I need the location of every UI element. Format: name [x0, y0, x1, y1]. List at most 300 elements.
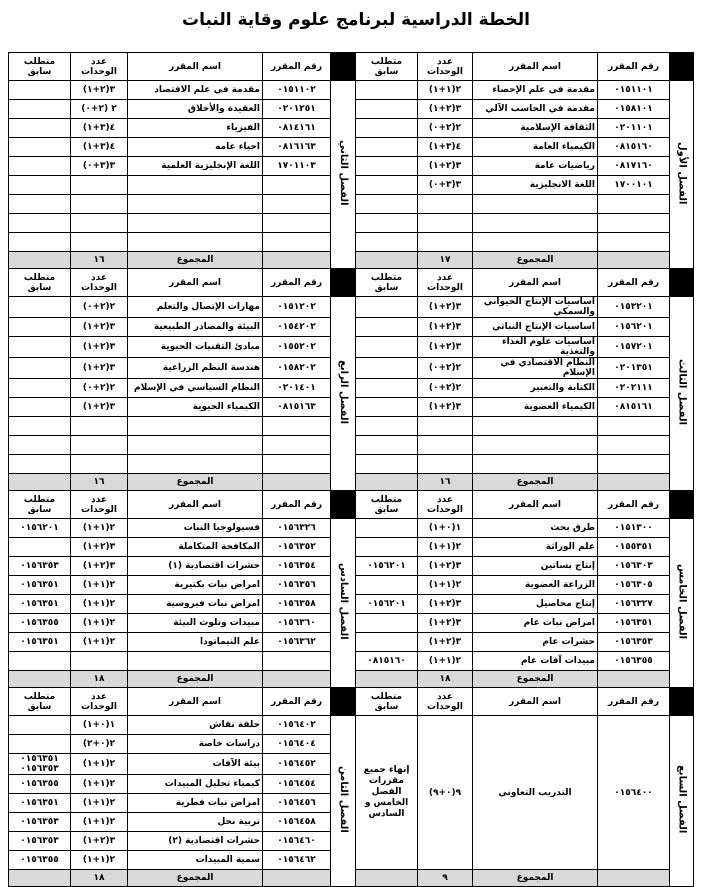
units-cell — [418, 233, 473, 252]
prereq-cell — [356, 436, 418, 455]
header-course-name: اسم المقرر — [128, 53, 263, 81]
total-label: المجموع — [128, 870, 263, 887]
course-no-cell — [598, 455, 670, 474]
course-name-cell: امراض نبات فطرية — [128, 794, 263, 813]
course-name-cell: العقيدة والأخلاق — [128, 100, 263, 119]
course-name-cell: المكافحة المتكاملة — [128, 538, 263, 557]
course-no-cell — [263, 455, 331, 474]
course-name-cell: بيئة الآفات — [128, 754, 263, 775]
header-course-no: رقم المقرر — [598, 491, 670, 519]
units-cell: ٢(٢+٠) — [71, 297, 128, 318]
course-no-cell: ٠٢٠٢١١١ — [598, 379, 670, 398]
prereq-cell — [356, 455, 418, 474]
course-no-cell — [263, 214, 331, 233]
prereq-cell — [9, 195, 71, 214]
course-name-cell: الكيمياء الحيوية — [128, 398, 263, 417]
course-name-cell: النظام الاقتصادي في الإسلام — [473, 358, 598, 379]
units-cell: ٤(٣+١) — [418, 138, 473, 157]
prereq-cell — [9, 214, 71, 233]
units-cell — [418, 455, 473, 474]
course-name-cell — [128, 195, 263, 214]
course-no-cell: ٠١٥٦٣٥٥ — [598, 652, 670, 671]
units-cell — [71, 176, 128, 195]
prereq-cell — [356, 233, 418, 252]
prereq-cell: ٠١٥٦٢٠١ — [9, 519, 71, 538]
semester-header-cell — [331, 269, 356, 297]
prereq-cell: ٠١٥٦٣٥٥ — [9, 614, 71, 633]
units-cell: ١(٠+١) — [418, 519, 473, 538]
course-no-cell: ٠١٥٦٣٥٨ — [263, 595, 331, 614]
total-label: المجموع — [473, 252, 598, 269]
total-label: المجموع — [128, 252, 263, 269]
units-cell: ٤(٣+١) — [71, 138, 128, 157]
units-cell: ١(٠+١) — [71, 716, 128, 735]
total-value: ٩ — [418, 870, 473, 887]
semester-label-right — [670, 519, 694, 688]
header-prereq: متطلب سابق — [356, 688, 418, 716]
course-name-cell: علم الوراثة — [473, 538, 598, 557]
course-name-cell — [473, 195, 598, 214]
course-name-cell: طرق بحث — [473, 519, 598, 538]
semester-name: الفصل الخامس — [676, 563, 688, 640]
prereq-cell — [356, 214, 418, 233]
total-value: ١٦ — [71, 474, 128, 491]
course-no-cell: ٠١٥٦٣٢٧ — [598, 595, 670, 614]
units-cell: ٣(٢+١) — [71, 398, 128, 417]
course-name-cell — [128, 417, 263, 436]
course-name-cell — [128, 436, 263, 455]
semester-label-right — [670, 716, 694, 887]
table-row — [9, 519, 694, 538]
course-name-cell: هندسة النظم الزراعية — [128, 358, 263, 379]
header-row — [9, 269, 694, 297]
course-no-cell: ٠١٥٦٤٦٠ — [263, 832, 331, 851]
prereq-cell: ٠١٥٦٣٥٣ — [9, 813, 71, 832]
header-prereq: متطلب سابق — [9, 491, 71, 519]
course-no-cell: ٠١٥٦٣٥٢ — [263, 538, 331, 557]
units-cell: ٣(٢+١) — [71, 337, 128, 358]
prereq-cell — [9, 297, 71, 318]
prereq-cell — [9, 417, 71, 436]
units-cell — [418, 436, 473, 455]
total-value: ١٨ — [71, 870, 128, 887]
prereq-cell — [356, 337, 418, 358]
header-course-name: اسم المقرر — [128, 269, 263, 297]
prereq-cell — [356, 81, 418, 100]
course-no-cell: ٠٨١٥١٦١ — [598, 398, 670, 417]
course-name-cell: امراض نبات بكتيرية — [128, 576, 263, 595]
total-label: المجموع — [473, 474, 598, 491]
header-units: عدد الوحدات — [71, 53, 128, 81]
prereq-cell — [9, 652, 71, 671]
course-name-cell: النظام السياسي في الإسلام — [128, 379, 263, 398]
course-no-cell: ٠١٥٦٣٦٢ — [263, 633, 331, 652]
semester-label-left — [331, 519, 356, 688]
prereq-cell — [356, 176, 418, 195]
course-no-cell: ٠١٥٦٢٠١ — [598, 318, 670, 337]
total-blank — [356, 474, 418, 491]
total-blank — [263, 671, 331, 688]
units-cell: ٣(٢+١) — [418, 100, 473, 119]
semester-name: الفصل الثاني — [338, 140, 349, 206]
units-cell — [71, 233, 128, 252]
units-cell: ٢(١+١) — [71, 754, 128, 775]
total-blank — [263, 474, 331, 491]
page-title: الخطة الدراسية لبرنامج علوم وقاية النبات — [182, 10, 530, 30]
prereq-cell — [9, 455, 71, 474]
total-value: ١٦ — [418, 474, 473, 491]
total-blank — [9, 671, 71, 688]
course-no-cell: ٠٢٠١٢٥١ — [263, 100, 331, 119]
semester-label-left — [331, 81, 356, 269]
prereq-cell — [356, 398, 418, 417]
prereq-cell — [9, 735, 71, 754]
units-cell: ٣(٢+١) — [418, 557, 473, 576]
header-course-no: رقم المقرر — [598, 688, 670, 716]
course-name-cell — [128, 652, 263, 671]
prereq-cell — [9, 318, 71, 337]
units-cell: ٣(٢+١) — [418, 614, 473, 633]
course-name-cell: مبادئ التقنيات الحيوية — [128, 337, 263, 358]
prereq-cell: ٠١٥٦٣٥١ — [9, 576, 71, 595]
course-no-cell: ٠١٥١٢٠٢ — [263, 297, 331, 318]
units-cell: ٢ (٢+٠) — [71, 100, 128, 119]
units-cell — [71, 652, 128, 671]
course-name-cell — [128, 233, 263, 252]
semester-header-cell — [331, 491, 356, 519]
course-name-cell — [473, 214, 598, 233]
prereq-cell — [9, 119, 71, 138]
prereq-cell — [9, 233, 71, 252]
prereq-cell — [356, 318, 418, 337]
total-blank — [263, 252, 331, 269]
course-no-cell: ٠١٥٦٣٥١ — [598, 614, 670, 633]
header-row — [9, 53, 694, 81]
header-prereq: متطلب سابق — [9, 53, 71, 81]
prereq-cell — [356, 119, 418, 138]
header-course-name: اسم المقرر — [473, 53, 598, 81]
course-name-cell: البيئة والمصادر الطبيعية — [128, 318, 263, 337]
course-no-cell — [263, 176, 331, 195]
course-no-cell: ٠١٥١١٠٢ — [263, 81, 331, 100]
units-cell: ٢(١+١) — [418, 538, 473, 557]
units-cell: ٢(١+١) — [71, 794, 128, 813]
course-no-cell: ٠١٥٦٤٦٢ — [263, 851, 331, 870]
course-name-cell: التدريب التعاوني — [473, 716, 598, 870]
total-blank — [9, 474, 71, 491]
total-blank — [9, 252, 71, 269]
header-course-no: رقم المقرر — [263, 491, 331, 519]
units-cell: ٣(٢+١) — [418, 157, 473, 176]
units-cell: ٢(٢+٠) — [71, 379, 128, 398]
course-name-cell: الثقافة الإسلامية — [473, 119, 598, 138]
course-no-cell: ٠١٥٦٤٥٢ — [263, 754, 331, 775]
header-units: عدد الوحدات — [71, 491, 128, 519]
course-no-cell — [263, 417, 331, 436]
prereq-cell: ٠١٥٦٢٠١ — [356, 557, 418, 576]
course-no-cell: ٠٨١٤١٦١ — [263, 119, 331, 138]
course-name-cell — [473, 417, 598, 436]
course-no-cell — [263, 652, 331, 671]
course-name-cell: اساسيات علوم الغذاء والتغذية — [473, 337, 598, 358]
total-blank — [356, 252, 418, 269]
units-cell: ٢(٢+٠) — [418, 119, 473, 138]
course-name-cell: سمية المبيدات — [128, 851, 263, 870]
course-no-cell: ٠١٥٥٣٥١ — [598, 538, 670, 557]
semester-name: الفصل الثامن — [338, 766, 349, 833]
prereq-cell — [9, 538, 71, 557]
units-cell: ٢(١+١) — [71, 813, 128, 832]
header-course-no: رقم المقرر — [598, 53, 670, 81]
course-no-cell: ٠١٥٦٣٠٥ — [598, 576, 670, 595]
prereq-cell — [356, 358, 418, 379]
units-cell — [418, 417, 473, 436]
prereq-note: إنهاء جميع مقررات الفصل الخامس و السادس — [363, 765, 410, 819]
course-name-cell: الفيزياء — [128, 119, 263, 138]
units-cell — [418, 195, 473, 214]
header-course-name: اسم المقرر — [473, 491, 598, 519]
prereq-cell — [356, 138, 418, 157]
course-name-cell: دراسات خاصة — [128, 735, 263, 754]
prereq-cell — [9, 81, 71, 100]
header-units: عدد الوحدات — [418, 491, 473, 519]
header-units: عدد الوحدات — [71, 269, 128, 297]
course-name-cell: حشرات عام — [473, 633, 598, 652]
units-cell: ٣(٢+١) — [71, 81, 128, 100]
units-cell: ٣(٢+١) — [71, 318, 128, 337]
prereq-cell — [9, 100, 71, 119]
course-name-cell: كيمياء تحليل المبيدات — [128, 775, 263, 794]
header-course-no: رقم المقرر — [263, 269, 331, 297]
course-no-cell: ٠١٥٦٣٥٦ — [263, 576, 331, 595]
header-units: عدد الوحدات — [71, 688, 128, 716]
course-name-cell: الكتابة والتعبير — [473, 379, 598, 398]
units-cell — [71, 195, 128, 214]
header-prereq: متطلب سابق — [9, 269, 71, 297]
course-no-cell: ٠١٥٦٣٠٣ — [598, 557, 670, 576]
course-no-cell: ٠١٥٦٤٥٨ — [263, 813, 331, 832]
course-name-cell: اساسيات الإنتاج الحيواني والسمكي — [473, 297, 598, 318]
study-plan-table — [8, 52, 694, 887]
prereq-cell — [9, 436, 71, 455]
units-cell — [71, 417, 128, 436]
prereq-cell — [356, 576, 418, 595]
prereq-cell: ٠١٥٦٢٠١ — [356, 595, 418, 614]
course-no-cell: ٠٨١٥١٦٣ — [263, 398, 331, 417]
prereq-cell: ٠١٥٦٣٥٣ — [9, 832, 71, 851]
course-name-cell — [128, 214, 263, 233]
course-no-cell: ٠٢٠١٣٥١ — [598, 358, 670, 379]
total-blank — [598, 474, 670, 491]
table-row — [9, 81, 694, 100]
prereq-cell: ٠١٥٦٣٥١ — [9, 633, 71, 652]
course-name-cell: امراض نبات فيروسية — [128, 595, 263, 614]
course-name-cell: تربية نحل — [128, 813, 263, 832]
header-prereq: متطلب سابق — [356, 491, 418, 519]
prereq-cell: ٠٨١٥١٦٠ — [356, 652, 418, 671]
units-cell: ٣(٢+١) — [418, 337, 473, 358]
semester-header-cell — [670, 53, 694, 81]
total-blank — [356, 671, 418, 688]
header-prereq: متطلب سابق — [9, 688, 71, 716]
header-course-no: رقم المقرر — [263, 688, 331, 716]
course-name-cell: حلقة نقاش — [128, 716, 263, 735]
prereq-cell: ٠١٥٦٣٥٥ — [9, 851, 71, 870]
prereq-cell — [356, 614, 418, 633]
units-cell: ٣(٢+١) — [71, 557, 128, 576]
course-name-cell: علم النيماتودا — [128, 633, 263, 652]
header-row — [9, 491, 694, 519]
course-no-cell — [263, 436, 331, 455]
course-no-cell: ٠٢٠١٤٠١ — [263, 379, 331, 398]
prereq-cell: ٠١٥٦٣٥١ — [9, 794, 71, 813]
prereq-cell — [356, 379, 418, 398]
semester-label-left — [331, 297, 356, 491]
total-label: المجموع — [128, 474, 263, 491]
semester-name: الفصل الرابع — [338, 359, 349, 425]
total-blank — [598, 671, 670, 688]
total-blank — [598, 252, 670, 269]
units-cell — [71, 436, 128, 455]
header-course-name: اسم المقرر — [128, 688, 263, 716]
course-no-cell: ٠١٥٦٣٢٦ — [263, 519, 331, 538]
table-row — [9, 297, 694, 318]
course-name-cell — [128, 176, 263, 195]
course-no-cell — [263, 233, 331, 252]
header-units: عدد الوحدات — [418, 53, 473, 81]
course-name-cell: مبيدات آفات عام — [473, 652, 598, 671]
semester-label-right — [670, 81, 694, 269]
course-no-cell — [598, 436, 670, 455]
units-cell: ٢(٠+٢) — [71, 735, 128, 754]
course-name-cell: رياضيات عامة — [473, 157, 598, 176]
units-cell: ٢(١+١) — [71, 519, 128, 538]
course-name-cell: اللغة الانجليزية — [473, 176, 598, 195]
units-cell: ٢(١+١) — [418, 81, 473, 100]
units-cell: ٣(٢+١) — [71, 538, 128, 557]
total-label: المجموع — [473, 870, 598, 887]
prereq-cell — [9, 379, 71, 398]
units-cell: ٣(٢+١) — [418, 297, 473, 318]
course-no-cell: ١٧٠٠١٠١ — [598, 176, 670, 195]
course-no-cell: ٠١٥٨١٠١ — [598, 100, 670, 119]
header-prereq: متطلب سابق — [356, 53, 418, 81]
course-no-cell: ٠١٥١١٠١ — [598, 81, 670, 100]
total-value: ١٦ — [71, 252, 128, 269]
course-no-cell: ٠٨١٦١٦٣ — [263, 138, 331, 157]
course-name-cell: اساسيات الإنتاج النباتي — [473, 318, 598, 337]
course-name-cell: مقدمة في الحاسب الآلي — [473, 100, 598, 119]
header-course-no: رقم المقرر — [598, 269, 670, 297]
semester-label-right — [670, 297, 694, 491]
prereq-cell — [356, 519, 418, 538]
course-no-cell: ٠١٥٦٤٥٤ — [263, 775, 331, 794]
semester-name: الفصل الثالث — [676, 358, 688, 425]
total-value: ١٨ — [71, 671, 128, 688]
prereq-cell: ٠١٥٦٣٥١ — [9, 595, 71, 614]
course-name-cell: امراض نبات عام — [473, 614, 598, 633]
units-cell: ٢(١+١) — [71, 851, 128, 870]
units-cell: ٣(٢+١) — [418, 398, 473, 417]
prereq-cell — [9, 716, 71, 735]
course-name-cell: احياء عامه — [128, 138, 263, 157]
course-name-cell: الزراعة العضوية — [473, 576, 598, 595]
course-name-cell: مهارات الإتصال والتعلم — [128, 297, 263, 318]
course-no-cell: ١٧٠١١٠٣ — [263, 157, 331, 176]
course-no-cell: ٠١٥٦٤٠٢ — [263, 716, 331, 735]
prereq-cell — [9, 176, 71, 195]
units-cell: ٢(١+١) — [71, 614, 128, 633]
prereq-cell — [356, 100, 418, 119]
course-name-cell — [473, 233, 598, 252]
units-cell: ٢(١+١) — [71, 775, 128, 794]
course-name-cell: مبيدات وتلوث البيئة — [128, 614, 263, 633]
course-no-cell: ٠١٥٧٢٠١ — [598, 337, 670, 358]
prereq-cell: ٠١٥٦٣٥٥ — [9, 775, 71, 794]
semester-name: الفصل السابع — [676, 765, 688, 834]
header-course-name: اسم المقرر — [473, 688, 598, 716]
semester-label-left — [331, 716, 356, 887]
units-cell: ٢(١+١) — [71, 633, 128, 652]
course-name-cell — [473, 455, 598, 474]
semester-header-cell — [670, 688, 694, 716]
units-cell: ٣(٣+٠) — [418, 176, 473, 195]
table-row — [9, 716, 694, 735]
course-no-cell: ٠٢٠١١٠١ — [598, 119, 670, 138]
total-value: ١٧ — [418, 252, 473, 269]
prereq-cell — [9, 157, 71, 176]
course-no-cell: ٠١٥٦٤٠٠ — [598, 716, 670, 870]
course-no-cell: ٠١٥٦٣٥٤ — [263, 557, 331, 576]
total-value: ١٨ — [418, 671, 473, 688]
course-name-cell: الكيمياء العامة — [473, 138, 598, 157]
course-no-cell: ٠١٥٥٢٠٢ — [263, 337, 331, 358]
course-name-cell: إنتاج بساتين — [473, 557, 598, 576]
course-name-cell: حشرات اقتصادية (١) — [128, 557, 263, 576]
units-cell: ٤(٣+١) — [71, 119, 128, 138]
prereq-cell — [356, 538, 418, 557]
units-cell: ٣(٢+١) — [418, 633, 473, 652]
header-row — [9, 688, 694, 716]
prereq-cell — [356, 716, 418, 870]
semester-name: الفصل الأول — [676, 141, 688, 205]
prereq-cell — [9, 398, 71, 417]
units-cell: ٢(٢+٠) — [418, 379, 473, 398]
header-units: عدد الوحدات — [418, 688, 473, 716]
header-course-no: رقم المقرر — [263, 53, 331, 81]
course-no-cell: ٠٨١٥١٦٠ — [598, 138, 670, 157]
course-name-cell: مقدمة في علم الاقتصاد — [128, 81, 263, 100]
course-name-cell: حشرات اقتصادية (٢) — [128, 832, 263, 851]
course-no-cell: ٠١٥١٣٠٠ — [598, 519, 670, 538]
course-no-cell — [598, 195, 670, 214]
course-no-cell: ٠١٥٤٢٠٢ — [263, 318, 331, 337]
units-cell: ٣(٢+١) — [418, 595, 473, 614]
prereq-cell — [9, 138, 71, 157]
course-name-cell — [128, 455, 263, 474]
course-no-cell: ٠١٥٨٢٠٢ — [263, 358, 331, 379]
header-prereq: متطلب سابق — [356, 269, 418, 297]
semester-header-cell — [331, 53, 356, 81]
units-cell: ٢(٢+٠) — [418, 358, 473, 379]
units-cell: ٢(١+١) — [418, 576, 473, 595]
course-no-cell — [598, 417, 670, 436]
total-label: المجموع — [473, 671, 598, 688]
prereq-cell — [356, 297, 418, 318]
course-no-cell — [598, 214, 670, 233]
units-cell: ٣(٣+٠) — [71, 157, 128, 176]
header-course-name: اسم المقرر — [473, 269, 598, 297]
